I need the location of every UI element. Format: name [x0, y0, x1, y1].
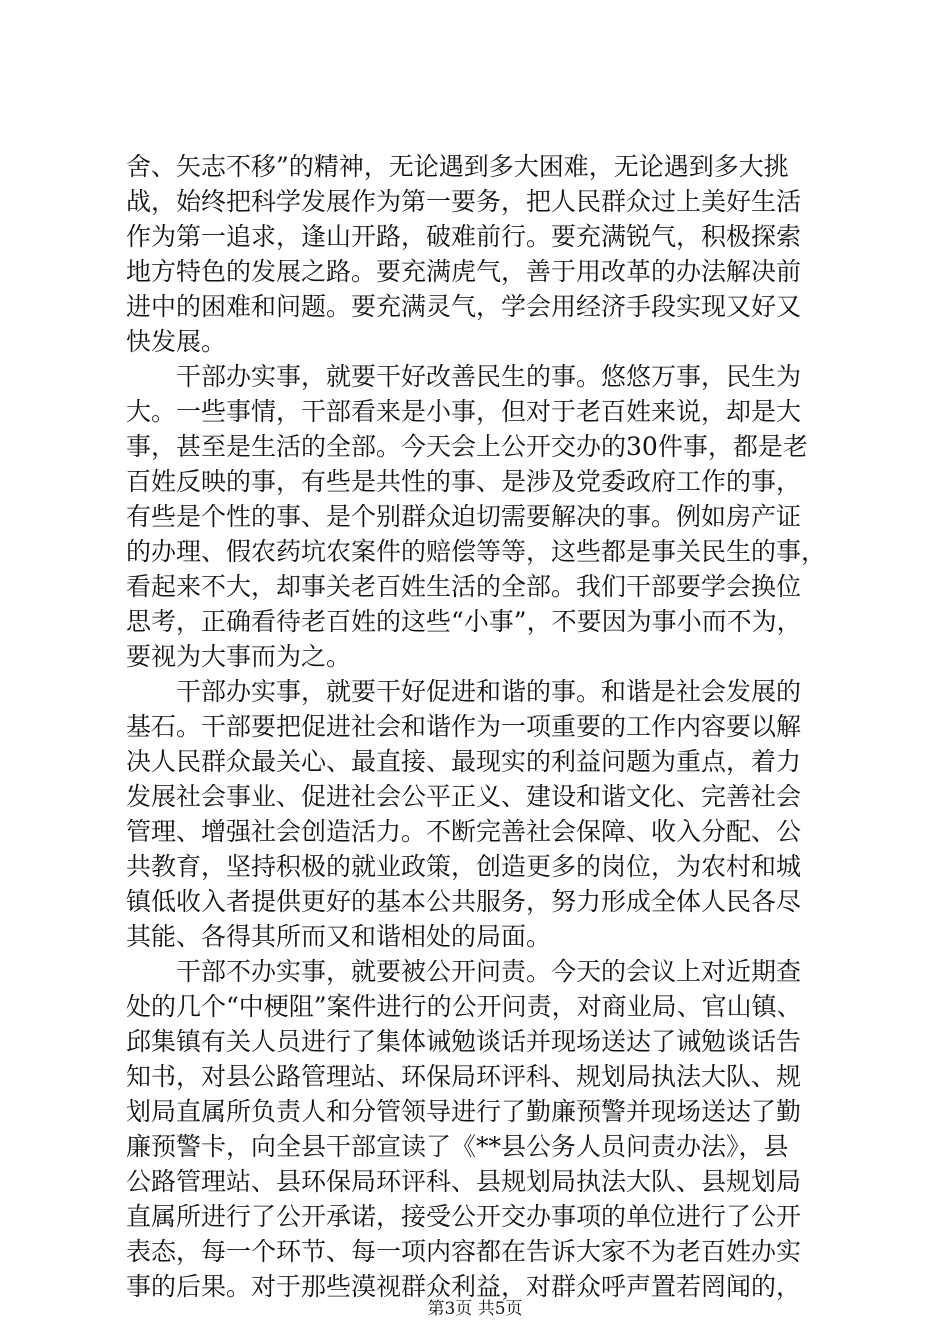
text-line: 舍、矢志不移”的精神，无论遇到多大困难，无论遇到多大挑 — [126, 152, 789, 181]
text-line: 干部不办实事，就要被公开问责。今天的会议上对近期查 — [126, 957, 802, 986]
text-line: 管理、增强社会创造活力。不断完善社会保障、收入分配、公 — [126, 817, 802, 846]
text-line: 要视为大事而为之。 — [126, 642, 352, 671]
text-line: 直属所进行了公开承诺，接受公开交办事项的单位进行了公开 — [126, 1202, 802, 1231]
text-line: 共教育，坚持积极的就业政策，创造更多的岗位，为农村和城 — [126, 852, 802, 881]
text-line: 百姓反映的事，有些是共性的事、是涉及党委政府工作的事， — [126, 467, 802, 496]
text-line: 作为第一追求，逢山开路，破难前行。要充满锐气，积极探索 — [126, 222, 802, 251]
text-line: 决人民群众最关心、最直接、最现实的利益问题为重点，着力 — [126, 747, 802, 776]
text-line: 大。一些事情，干部看来是小事，但对于老百姓来说，却是大 — [126, 397, 802, 426]
text-line: 划局直属所负责人和分管领导进行了勤廉预警并现场送达了勤 — [126, 1097, 802, 1126]
text-line: 其能、各得其所而又和谐相处的局面。 — [126, 922, 552, 951]
text-line: 快发展。 — [126, 327, 227, 356]
page-footer: 第3页 共5页 — [427, 1299, 523, 1319]
text-line: 廉预警卡，向全县干部宣读了《**县公务人员问责办法》，县 — [126, 1132, 789, 1161]
text-line: 看起来不大，却事关老百姓生活的全部。我们干部要学会换位 — [126, 572, 802, 601]
text-line: 事，甚至是生活的全部。今天会上公开交办的30件事，都是老 — [126, 432, 808, 461]
text-line: 表态，每一个环节、每一项内容都在告诉大家不为老百姓办实 — [126, 1237, 802, 1266]
body-text — [126, 149, 838, 1304]
text-line: 战，始终把科学发展作为第一要务，把人民群众过上美好生活 — [126, 187, 802, 216]
text-line: 基石。干部要把促进社会和谐作为一项重要的工作内容要以解 — [126, 712, 802, 741]
text-line: 的办理、假农药坑农案件的赔偿等等，这些都是事关民生的事， — [126, 537, 827, 566]
text-line: 镇低收入者提供更好的基本公共服务，努力形成全体人民各尽 — [126, 887, 802, 916]
text-line: 有些是个性的事、是个别群众迫切需要解决的事。例如房产证 — [126, 502, 802, 531]
text-line: 公路管理站、县环保局环评科、县规划局执法大队、县规划局 — [126, 1167, 802, 1196]
text-line: 邱集镇有关人员进行了集体诫勉谈话并现场送达了诫勉谈话告 — [126, 1027, 802, 1056]
text-line: 知书，对县公路管理站、环保局环评科、规划局执法大队、规 — [126, 1062, 802, 1091]
text-line: 干部办实事，就要干好促进和谐的事。和谐是社会发展的 — [126, 677, 802, 706]
text-line: 事的后果。对于那些漠视群众利益，对群众呼声置若罔闻的， — [126, 1272, 802, 1301]
text-line: 进中的困难和问题。要充满灵气，学会用经济手段实现又好又 — [126, 292, 802, 321]
text-line: 发展社会事业、促进社会公平正义、建设和谐文化、完善社会 — [126, 782, 802, 811]
text-line: 思考，正确看待老百姓的这些“小事”，不要因为事小而不为， — [126, 607, 802, 636]
text-line: 处的几个“中梗阻”案件进行的公开问责，对商业局、官山镇、 — [126, 992, 802, 1021]
text-line: 干部办实事，就要干好改善民生的事。悠悠万事，民生为 — [126, 362, 802, 391]
text-line: 地方特色的发展之路。要充满虎气，善于用改革的办法解决前 — [126, 257, 802, 286]
